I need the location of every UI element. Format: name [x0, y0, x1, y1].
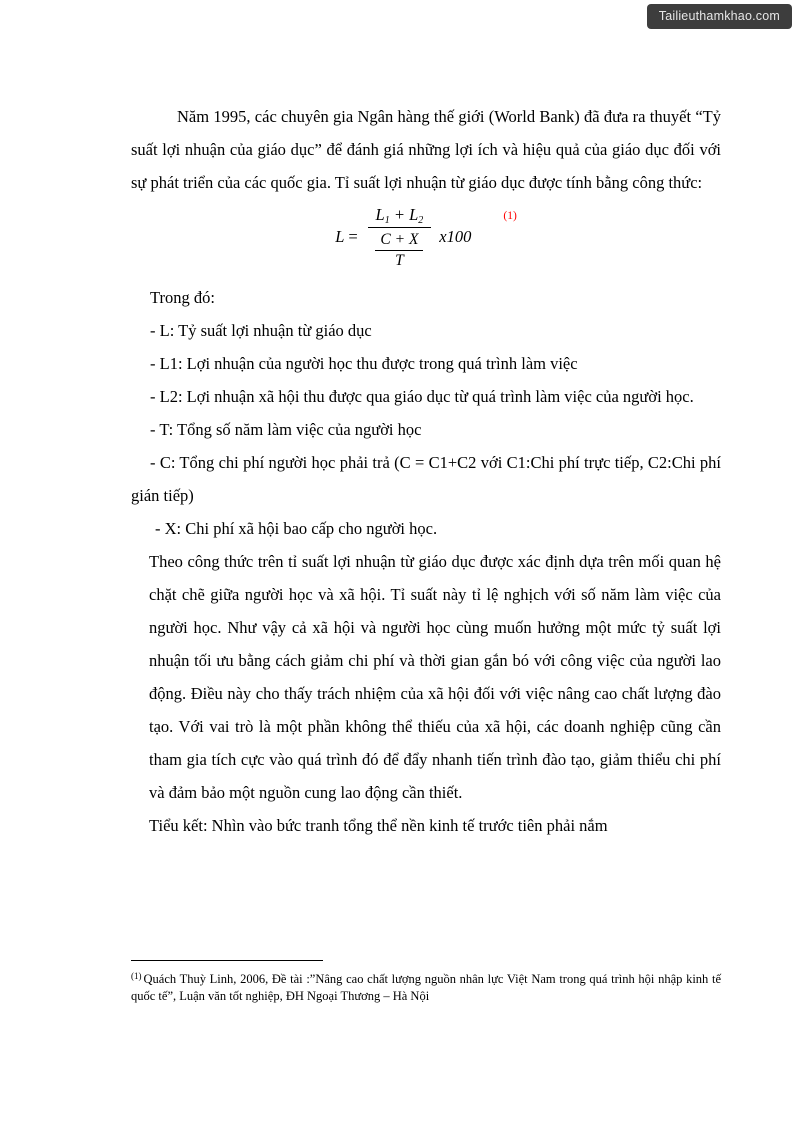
formula-equation — [335, 206, 471, 270]
footnote-reference[interactable]: (1) — [503, 210, 517, 222]
definition-item-c: - C: Tổng chi phí người học phải trả (C = C1+C2 với C1:Chi phí trực tiếp, C2:Chi phí gián tiếp) — [131, 452, 721, 505]
formula-subscript-1: 1 — [384, 215, 390, 226]
footnote — [131, 968, 721, 1005]
document-content — [131, 100, 721, 842]
watermark-badge[interactable] — [647, 4, 792, 29]
definition-item-l1: - L1: Lợi nhuận của người học thu được trong quá trình làm việc — [150, 353, 578, 373]
formula-inner-numerator: C + X — [375, 231, 423, 251]
paragraph-analysis: Theo công thức trên tỉ suất lợi nhuận từ giáo dục được xác định dựa trên mối quan hệ chặt chẽ giữa người học và xã hội. Tỉ suất này tỉ lệ nghịch với số năm làm việc của người học. Như vậy cả xã hội và người học cùng muốn hưởng một mức tỷ suất lợi nhuận tối ưu bằng cách giảm chi phí và thời gian gắn bó với công việc của người lao động. Điều này cho thấy trách nhiệm của xã hội đối với việc nâng cao chất lượng đào tạo. Với vai trò là một phần không thể thiếu của xã hội, các doanh nghiệp cũng cần tham gia tích cực vào quá trình đó để đẩy nhanh tiến trình đào tạo, giảm thiểu chi phí và đảm bảo một nguồn cung lao động cần thiết. — [149, 551, 721, 802]
footnote-area — [131, 960, 721, 1005]
paragraph-intro: Năm 1995, các chuyên gia Ngân hàng thế giới (World Bank) đã đưa ra thuyết “Tỷ suất lợi nhuận của giáo dục” để đánh giá những lợi ích và hiệu quả của giáo dục đối với sự phát triển của các quốc gia. Tỉ suất lợi nhuận từ giáo dục được tính bằng công thức: — [131, 107, 721, 192]
definition-item-t: - T: Tổng số năm làm việc của người học — [150, 419, 422, 439]
footnote-divider — [131, 960, 323, 961]
footnote-marker: (1) — [131, 971, 142, 981]
formula-subscript-2: 2 — [418, 215, 424, 226]
formula-multiplier: x100 — [439, 227, 472, 247]
label-trong-do: Trong đó: — [150, 287, 215, 307]
paragraph-summary: Tiểu kết: Nhìn vào bức tranh tổng thể nền kinh tế trước tiên phải nắm — [149, 815, 608, 835]
definition-item-l2: - L2: Lợi nhuận xã hội thu được qua giáo dục từ quá trình làm việc của người học. — [150, 386, 694, 406]
formula-equals: = — [347, 227, 359, 247]
formula-inner-denominator: T — [395, 251, 404, 269]
watermark-text: Tailieuthamkhao.com — [658, 9, 780, 23]
definition-item-l: - L: Tỷ suất lợi nhuận từ giáo dục — [150, 320, 372, 340]
formula-variable: L — [335, 227, 345, 247]
footnote-text: Quách Thuỳ Linh, 2006, Đề tài :”Nâng cao chất lượng nguồn nhân lực Việt Nam trong quá trình hội nhập kinh tế quốc tế”, Luận văn tốt nghiệp, ĐH Ngoại Thương – Hà Nội — [131, 972, 721, 1003]
formula-inner-fraction — [375, 231, 423, 270]
formula-block — [131, 206, 721, 270]
formula-numerator: $L_1 + L_2$ — [368, 206, 432, 228]
formula-plus: + — [393, 205, 405, 224]
definition-item-x: - X: Chi phí xã hội bao cấp cho người học. — [155, 518, 438, 538]
formula-outer-fraction — [368, 206, 432, 270]
formula-denominator — [375, 228, 423, 270]
